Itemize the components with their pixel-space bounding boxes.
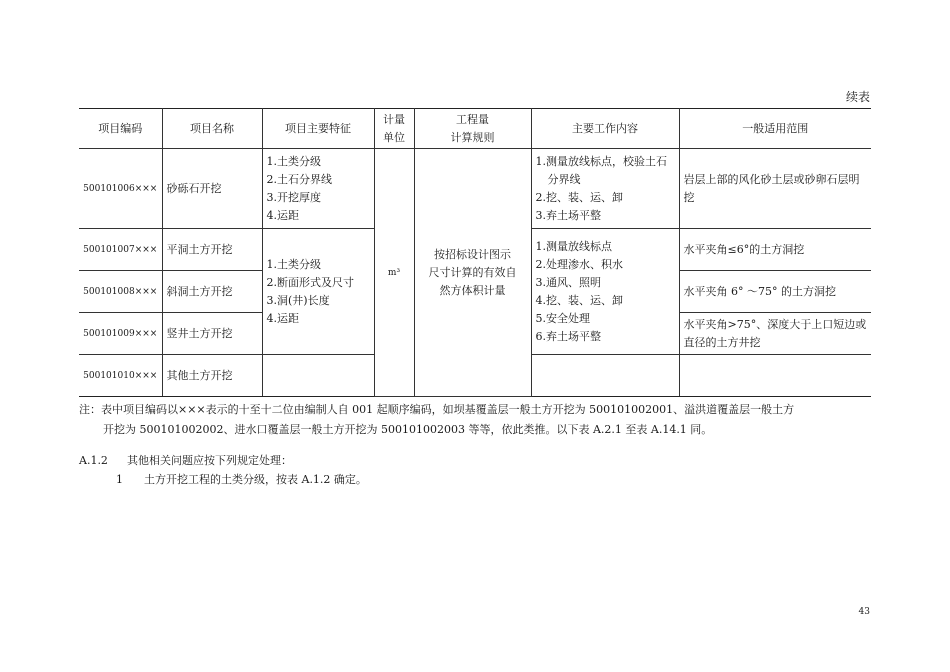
work-group1 xyxy=(531,149,679,229)
scope-cell: 水平夹角≤6°的土方洞挖 xyxy=(679,229,871,271)
header-name: 项目名称 xyxy=(162,109,262,149)
rule-line: 尺寸计算的有效自 xyxy=(428,265,517,279)
work-group2 xyxy=(531,229,679,355)
table-header-row xyxy=(79,109,871,149)
section-text: 其他相关问题应按下列规定处理： xyxy=(127,454,292,467)
header-features: 项目主要特征 xyxy=(262,109,374,149)
header-rule-line1: 工程量 xyxy=(456,112,489,126)
feature-line: 1.土类分级 xyxy=(266,154,321,168)
unit-cell: m³ xyxy=(374,149,414,397)
features-group1 xyxy=(262,149,374,229)
bill-items-table xyxy=(79,108,871,397)
scope-cell: 岩层上部的风化砂土层或砂卵石层明挖 xyxy=(679,149,871,229)
features-group2 xyxy=(262,229,374,355)
header-work: 主要工作内容 xyxy=(531,109,679,149)
item-name: 砂砾石开挖 xyxy=(162,149,262,229)
feature-line: 4.运距 xyxy=(266,311,299,325)
header-unit xyxy=(374,109,414,149)
features-empty xyxy=(262,355,374,397)
feature-line: 2.土石分界线 xyxy=(266,172,332,186)
item-name: 斜洞土方开挖 xyxy=(162,271,262,313)
work-line: 5.安全处理 xyxy=(535,311,590,325)
rule-line: 按招标设计图示 xyxy=(434,247,511,261)
header-rule-line2: 计算规则 xyxy=(450,130,495,144)
header-unit-line2: 单位 xyxy=(383,130,405,144)
feature-line: 3.洞(井)长度 xyxy=(266,293,330,307)
clause-item xyxy=(116,471,367,487)
work-line: 3.弃土场平整 xyxy=(535,208,601,222)
work-line: 3.通风、照明 xyxy=(535,275,601,289)
work-line: 2.挖、装、运、卸 xyxy=(535,190,623,204)
header-rule xyxy=(414,109,531,149)
header-scope: 一般适用范围 xyxy=(679,109,871,149)
work-empty xyxy=(531,355,679,397)
note-line2: 开挖为 500101002002、进水口覆盖层一般土方开挖为 500101002003 等等，依此类推。以下表 A.2.1 至表 A.14.1 同。 xyxy=(103,423,713,436)
item-name: 竖井土方开挖 xyxy=(162,313,262,355)
section-heading xyxy=(79,452,292,468)
scope-cell: 水平夹角 6° ～75° 的土方洞挖 xyxy=(679,271,871,313)
item-name: 平洞土方开挖 xyxy=(162,229,262,271)
work-line: 1.测量放线标点，校验土石 xyxy=(535,154,667,168)
feature-line: 2.断面形式及尺寸 xyxy=(266,275,354,289)
continued-label: 续表 xyxy=(845,90,870,104)
item-code: 500101007××× xyxy=(79,229,162,271)
header-code: 项目编码 xyxy=(79,109,162,149)
feature-line: 1.土类分级 xyxy=(266,257,321,271)
work-line: 4.挖、装、运、卸 xyxy=(535,293,623,307)
scope-cell xyxy=(679,355,871,397)
clause-number: 1 xyxy=(116,473,123,486)
item-code: 500101006××× xyxy=(79,149,162,229)
work-line: 6.弃土场平整 xyxy=(535,329,601,343)
item-code: 500101008××× xyxy=(79,271,162,313)
table-note xyxy=(79,400,879,440)
note-line1: 注：表中项目编码以×××表示的十至十二位由编制人自 001 起顺序编码，如坝基覆盖层一般土方开挖为 500101002001、溢洪道覆盖层一般土方 xyxy=(79,403,795,416)
section-number: A.1.2 xyxy=(79,454,108,467)
feature-line: 3.开挖厚度 xyxy=(266,190,321,204)
clause-text: 土方开挖工程的土类分级，按表 A.1.2 确定。 xyxy=(144,473,367,486)
item-code: 500101009××× xyxy=(79,313,162,355)
rule-cell xyxy=(414,149,531,397)
header-unit-line1: 计量 xyxy=(383,112,405,126)
work-line: 1.测量放线标点 xyxy=(535,239,612,253)
work-line: 2.处理渗水、积水 xyxy=(535,257,623,271)
page-number: 43 xyxy=(858,607,870,617)
item-name: 其他土方开挖 xyxy=(162,355,262,397)
scope-cell: 水平夹角>75°、深度大于上口短边或直径的土方井挖 xyxy=(679,313,871,355)
item-code: 500101010××× xyxy=(79,355,162,397)
table-row xyxy=(79,149,871,229)
rule-line: 然方体积计量 xyxy=(439,283,506,297)
feature-line: 4.运距 xyxy=(266,208,299,222)
work-line: 分界线 xyxy=(547,172,581,186)
